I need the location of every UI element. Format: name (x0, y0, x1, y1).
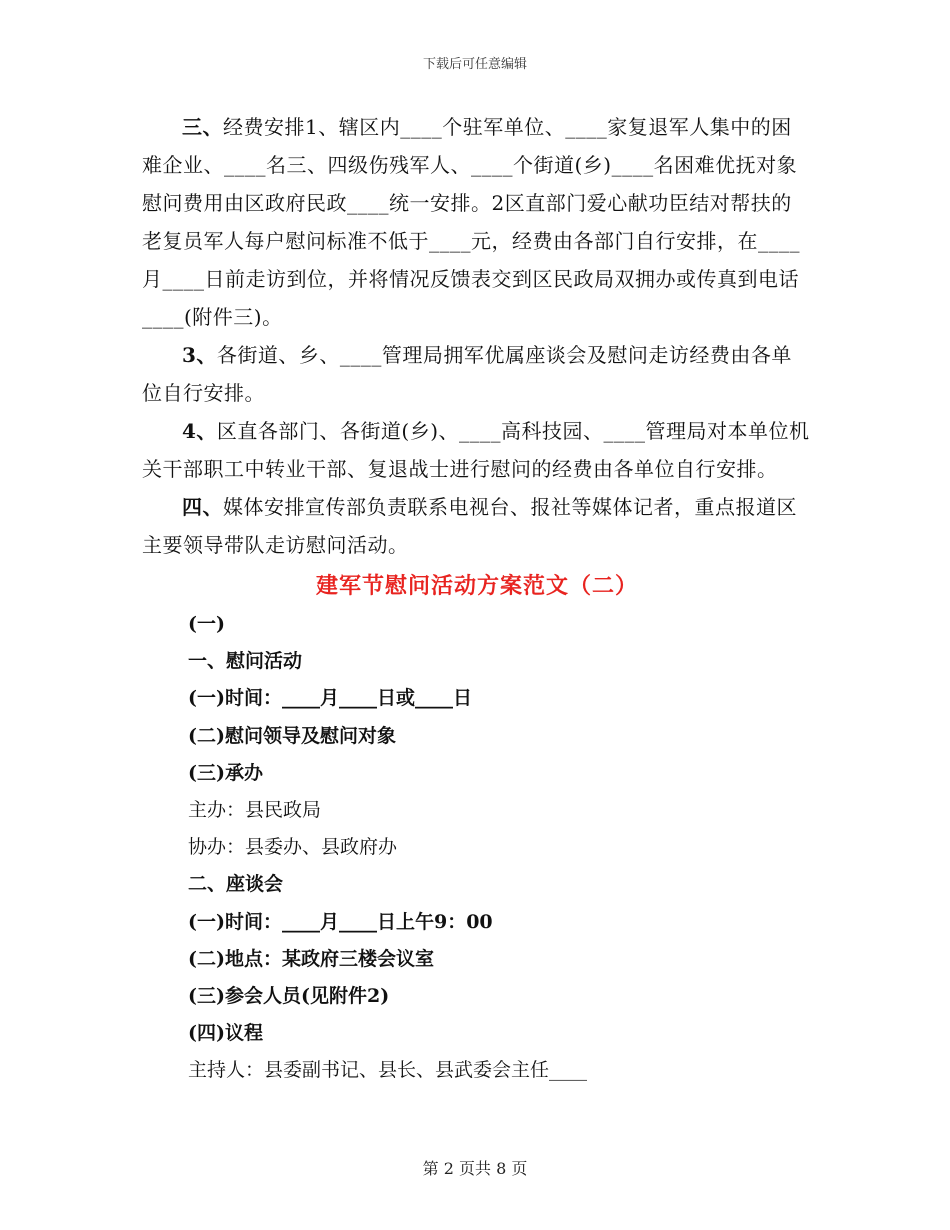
paragraph-text: 各街道、乡、____管理局拥军优属座谈会及慰问走访经费由各单位自行安排。 (142, 343, 792, 405)
outline-line: (一) (188, 613, 225, 635)
paragraph-lead: 3、 (182, 343, 217, 367)
outline-line: (一)时间：____月____日上午9：00 (188, 910, 493, 933)
outline-line: (三)参会人员(见附件2) (188, 985, 390, 1008)
outline-line: (二)地点：某政府三楼会议室 (188, 947, 434, 970)
paragraph-lead: 四、 (182, 495, 223, 519)
paragraph-lead: 4、 (182, 419, 217, 443)
page-header: 下载后可任意编辑 (422, 57, 527, 72)
paragraph-text: 媒体安排宣传部负责联系电视台、报社等媒体记者，重点报道区主要领导带队走访慰问活动。 (142, 495, 797, 557)
outline-line: (二)慰问领导及慰问对象 (188, 724, 396, 747)
paragraph-item-3 (142, 336, 812, 412)
outline-line: 二、座谈会 (188, 873, 284, 896)
paragraph-text: 区直各部门、各街道(乡)、____高科技园、____管理局对本单位机关干部职工中转业干部、复退战士进行慰问的经费由各单位自行安排。 (142, 419, 810, 481)
outline-line: (一)时间：____月____日或____日 (188, 687, 472, 710)
paragraph-text: 经费安排1、辖区内____个驻军单位、____家复退军人集中的困难企业、____名三、四级伤残军人、____个街道(乡)____名困难优抚对象慰问费用由区政府民政____统一安排。2区直部门爱心献功臣结对帮扶的老复员军人每户慰问标准不低于____元，经费由各部门自行安排，在____月____日前走访到位，并将情况反馈表交到区民政局双拥办或传真到电话____(附件三)。 (142, 115, 800, 329)
outline-line: 协办：县委办、县政府办 (188, 836, 398, 859)
outline-line: 一、慰问活动 (188, 650, 303, 673)
paragraph-funding (142, 108, 812, 336)
page-footer: 第 2 页共 8 页 (422, 1159, 528, 1178)
paragraph-lead: 三、 (182, 115, 223, 139)
outline-line: 主办：县民政局 (188, 799, 322, 822)
document-body (142, 108, 812, 1090)
paragraph-item-4 (142, 412, 812, 488)
outline-line: (三)承办 (188, 761, 263, 784)
outline-line: (四)议程 (188, 1022, 263, 1045)
outline-line: 主持人：县委副书记、县长、县武委会主任____ (188, 1059, 588, 1082)
paragraph-media (142, 488, 812, 564)
section-title: 建军节慰问活动方案范文（二） (315, 573, 638, 599)
